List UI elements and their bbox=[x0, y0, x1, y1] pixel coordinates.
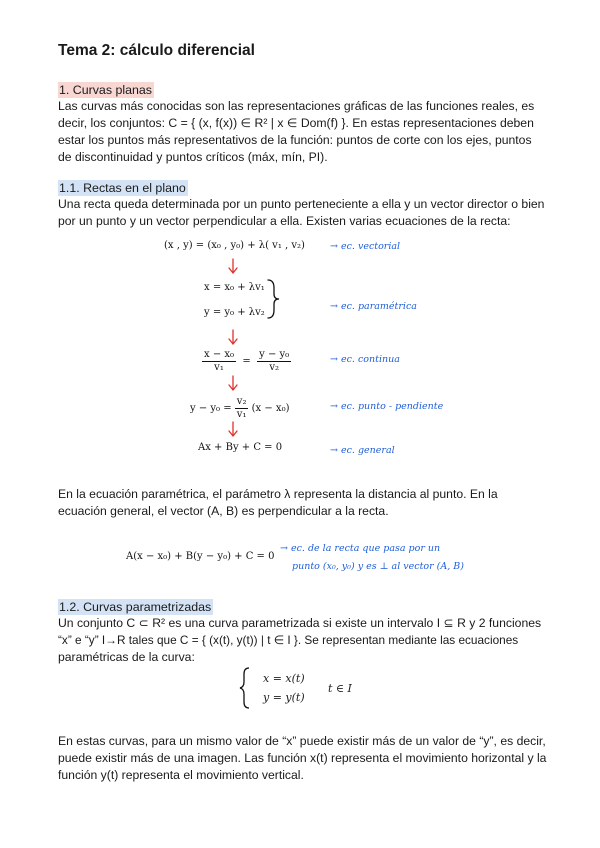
text-line: “x” e “y” I→R tales que C = { (x(t), y(t)) | t ∈ I }. Se representan mediante las ecuaciones bbox=[58, 633, 519, 647]
section-heading-curvas-parametrizadas: 1.2. Curvas parametrizadas bbox=[59, 600, 212, 614]
eq-vectorial: (x , y) = (x₀ , y₀) + λ( v₁ , v₂) bbox=[164, 240, 305, 251]
down-arrow-icon bbox=[229, 376, 237, 390]
text-line: puede existir más de una imagen. Las función x(t) representa el movimiento horizontal y la bbox=[58, 751, 547, 765]
system-x: x = x(t) bbox=[263, 672, 305, 685]
eq-parametric-y: y = y₀ + λv₂ bbox=[204, 307, 265, 318]
label-ec-parametrica: → ec. paramétrica bbox=[330, 301, 417, 312]
system-condition: t ∈ I bbox=[328, 682, 352, 695]
text-line: estar los puntos más representativos de la función: puntos de corte con los ejes, puntos bbox=[58, 133, 532, 147]
text-line: decir, los conjuntos: C = { (x, f(x)) ∈ R² | x ∈ Dom(f) }. En estas representaciones deben bbox=[58, 116, 534, 130]
note-perpendicular-line2: punto (x₀, y₀) y es ⊥ al vector (A, B) bbox=[292, 561, 464, 572]
eq-perpendicular: A(x − x₀) + B(y − y₀) + C = 0 bbox=[126, 551, 275, 562]
left-brace-icon bbox=[238, 666, 252, 710]
brace-icon bbox=[268, 280, 279, 318]
text-line: Las curvas más conocidas son las representaciones gráficas de las funciones reales, es bbox=[58, 99, 535, 113]
label-ec-vectorial: → ec. vectorial bbox=[330, 241, 401, 252]
text-line: función y(t) representa el movimiento vertical. bbox=[58, 768, 304, 782]
down-arrow-icon bbox=[229, 259, 237, 273]
text-line: En la ecuación paramétrica, el parámetro λ representa la distancia al punto. En la bbox=[58, 487, 498, 501]
label-ec-punto-pendiente: → ec. punto - pendiente bbox=[330, 401, 444, 412]
text-line: Una recta queda determinada por un punto perteneciente a ella y un vector director o bien bbox=[58, 197, 545, 211]
section-heading-curvas-planas: 1. Curvas planas bbox=[59, 83, 152, 97]
label-ec-general: → ec. general bbox=[330, 445, 395, 456]
text-line: paramétricas de la curva: bbox=[58, 650, 195, 664]
note-perpendicular-line1: → ec. de la recta que pasa por un bbox=[280, 543, 441, 554]
eq-parametric-x: x = x₀ + λv₁ bbox=[204, 282, 265, 293]
down-arrow-icon bbox=[229, 330, 237, 344]
eq-punto-pendiente: y − y₀ = $\frac{\text{v₂}}{\text{v₁}}$ (x − x₀) bbox=[190, 396, 290, 420]
text-line: ecuación general, el vector (A, B) es perpendicular a la recta. bbox=[58, 504, 389, 518]
system-y: y = y(t) bbox=[263, 691, 305, 704]
down-arrow-icon bbox=[229, 422, 237, 436]
section-12-after-paragraph bbox=[58, 733, 556, 784]
label-ec-continua: → ec. continua bbox=[330, 354, 400, 365]
text-line: por un punto y un vector perpendicular a ella. Existen varias ecuaciones de la recta: bbox=[58, 214, 511, 228]
eq-general: Ax + By + C = 0 bbox=[198, 442, 283, 453]
red-arrows bbox=[58, 0, 558, 470]
section-11-after-paragraph bbox=[58, 486, 556, 520]
text-line: de discontinuidad y puntos críticos (máx, mín, PI). bbox=[58, 150, 328, 164]
section-heading-rectas: 1.1. Rectas en el plano bbox=[59, 181, 186, 195]
text-line: Un conjunto C ⊂ R² es una curva parametrizada si existe un intervalo I ⊆ R y 2 funciones bbox=[58, 616, 542, 630]
text-line: En estas curvas, para un mismo valor de “x” puede existir más de un valor de “y”, es decir, bbox=[58, 734, 546, 748]
document-title: Tema 2: cálculo diferencial bbox=[58, 42, 255, 59]
eq-continua: $\frac{\text{x − x₀}}{\text{v₁}}$ = $\frac{\text{y − y₀}}{\text{v₂}}$ bbox=[204, 349, 290, 373]
section-12-paragraph bbox=[58, 615, 556, 666]
